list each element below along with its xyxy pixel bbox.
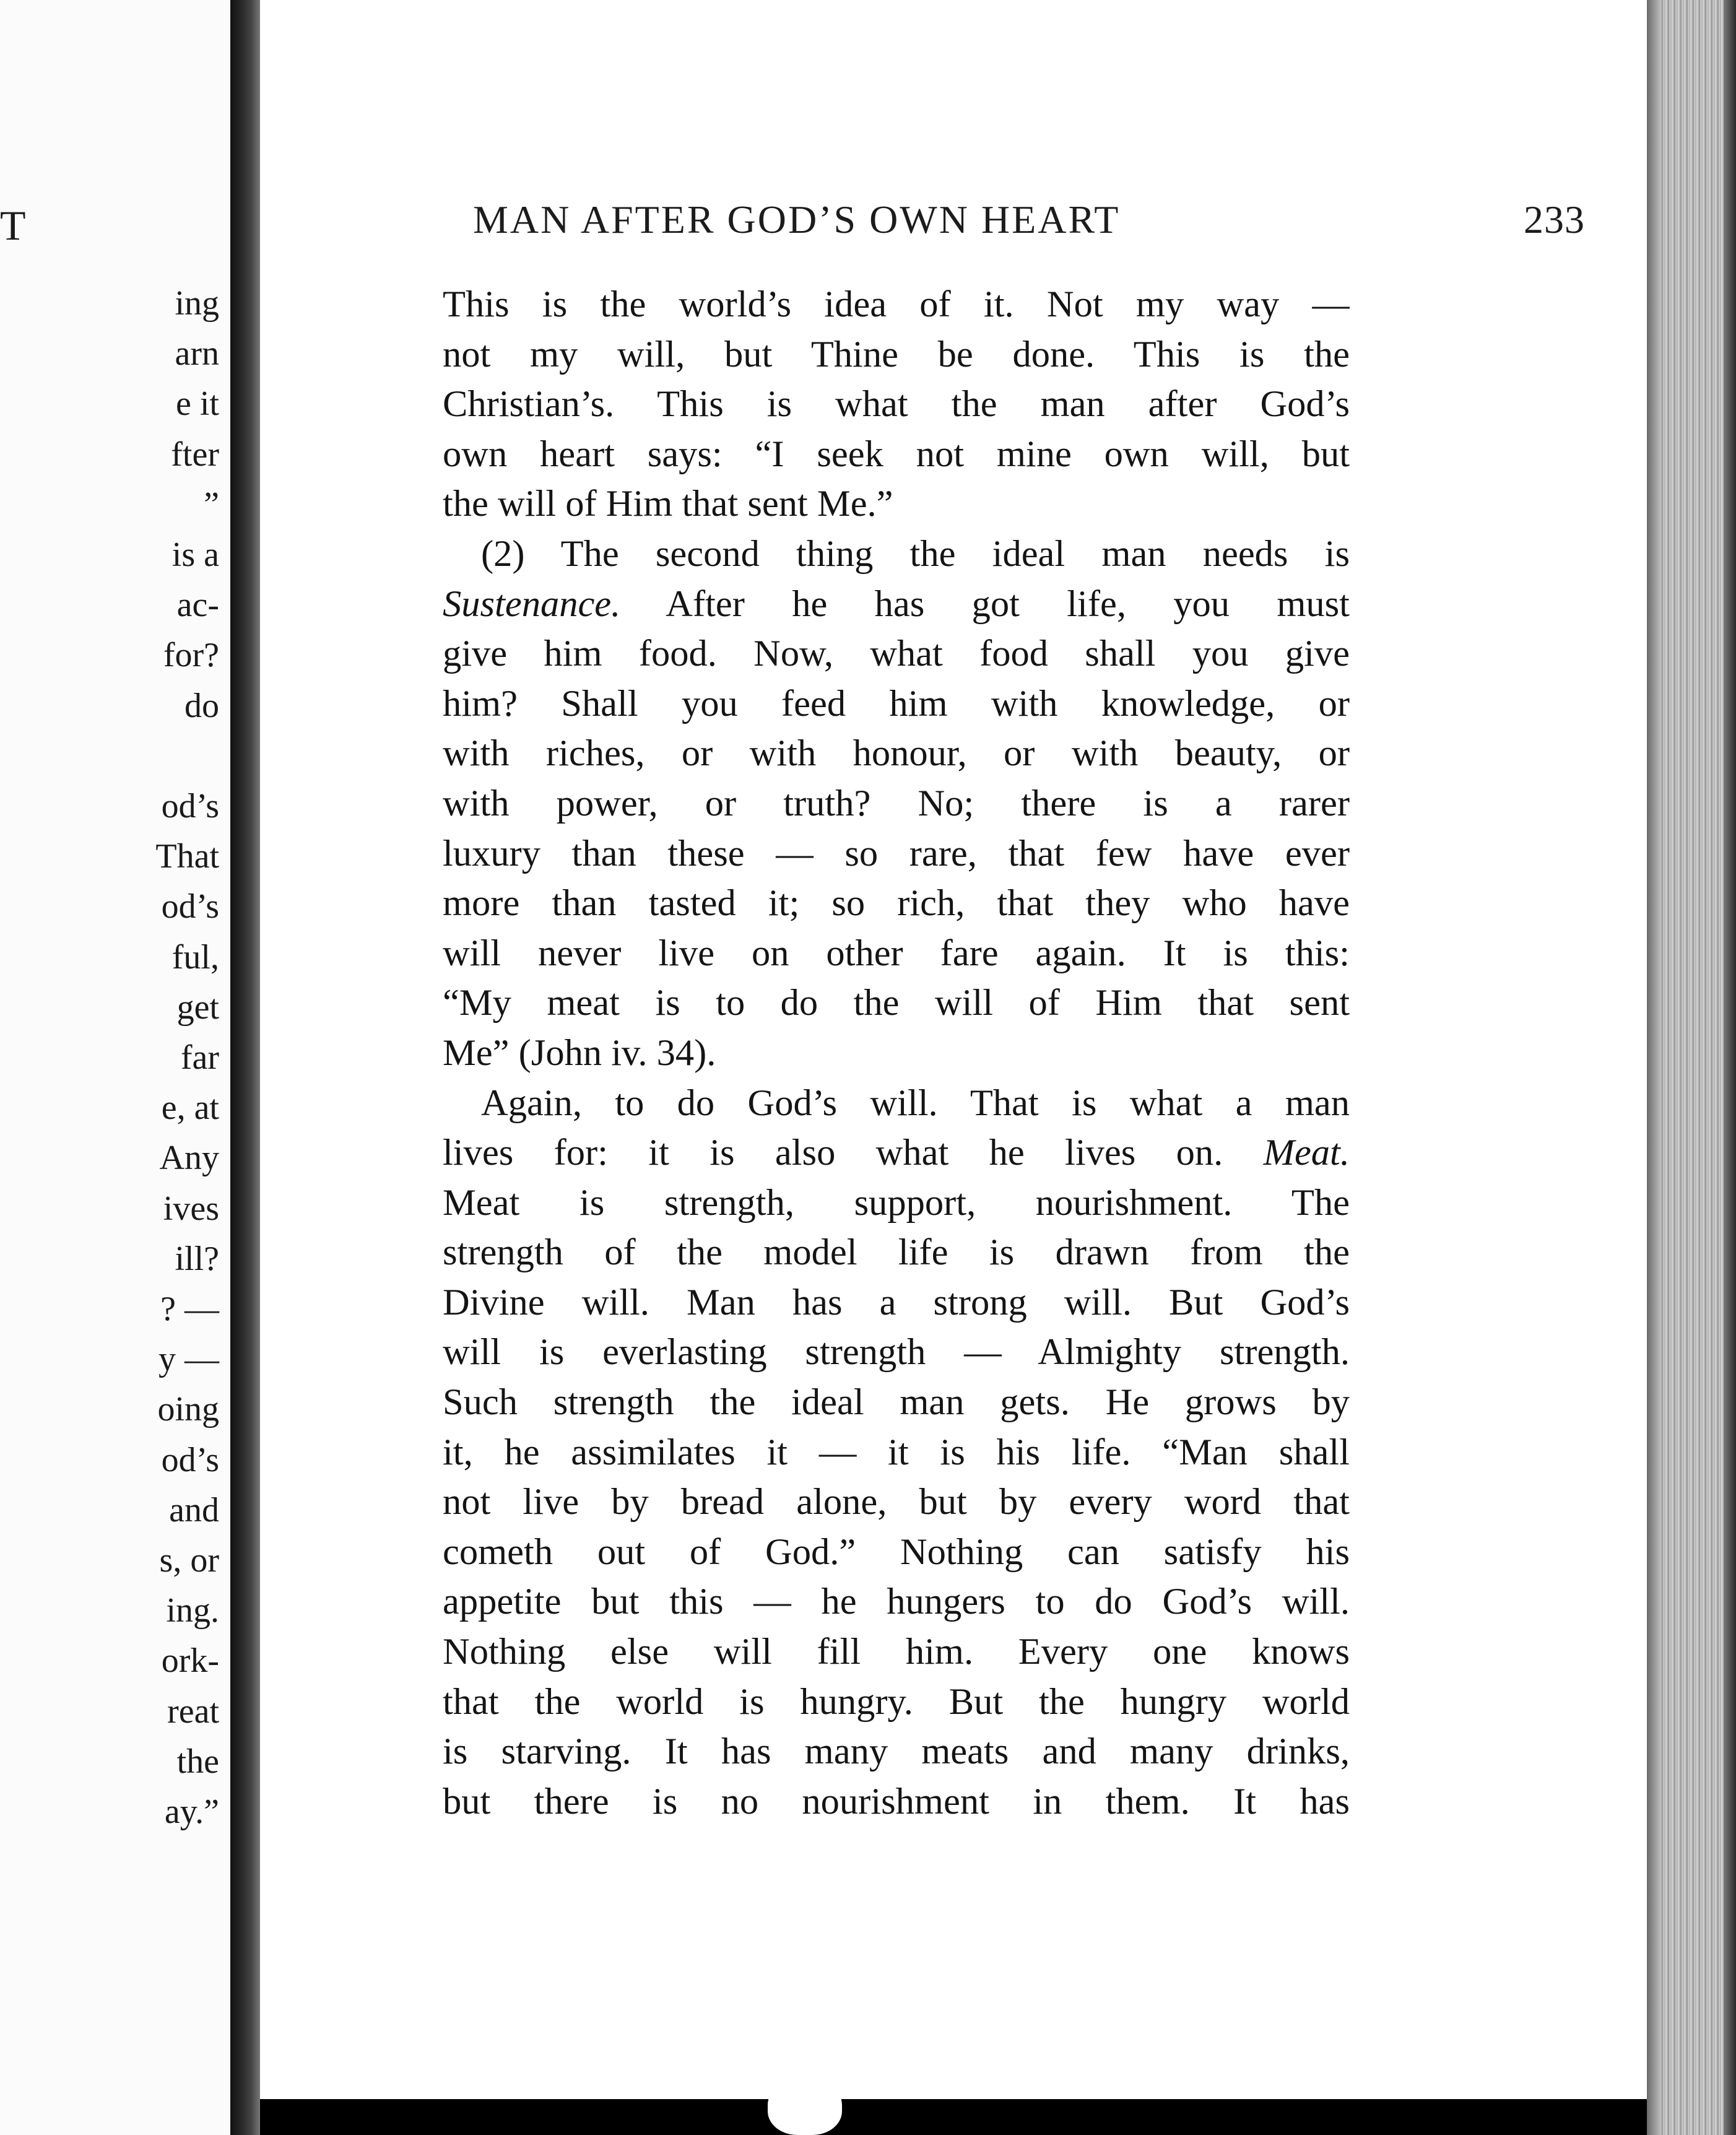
body-line: more than tasted it; so rich, that they who have [443, 882, 1350, 924]
running-head-title: MAN AFTER GOD’S OWN HEART [473, 198, 1121, 241]
previous-page-line: ill? [175, 1239, 219, 1278]
body-line: that the world is hungry. But the hungry world [443, 1681, 1350, 1723]
body-line: (2) The second thing the ideal man needs is [481, 533, 1350, 575]
previous-page-line: oing [157, 1390, 219, 1429]
previous-page-line: ork- [161, 1641, 219, 1681]
previous-page-line: ful, [171, 937, 219, 976]
previous-page-line: ay.” [164, 1793, 219, 1831]
previous-page-line: s, or [159, 1541, 219, 1580]
previous-page-line: ing [175, 284, 219, 323]
page-number: 233 [1524, 198, 1585, 241]
previous-page-line: ” [204, 485, 219, 524]
body-line: not my will, but Thine be done. This is the [443, 333, 1350, 375]
previous-page-edge [0, 0, 230, 2135]
body-text [443, 280, 1350, 1827]
previous-page-line: reat [167, 1692, 219, 1731]
book-gutter [230, 0, 260, 2135]
body-line: cometh out of God.” Nothing can satisfy his [443, 1531, 1350, 1573]
previous-page-line: e it [176, 385, 219, 424]
body-line-italic: Sustenance. [443, 583, 621, 625]
body-line: appetite but this — he hungers to do God’s will. [443, 1581, 1350, 1623]
body-line: “My meat is to do the will of Him that sent [443, 982, 1350, 1024]
previous-page-line: far [180, 1038, 219, 1077]
previous-page-header-fragment: T [0, 202, 27, 249]
body-line: luxury than these — so rare, that few have ever [443, 832, 1350, 874]
previous-page-line: for? [163, 636, 219, 675]
body-line: Again, to do God’s will. That is what a man [481, 1082, 1350, 1124]
book-fore-edge [1647, 0, 1736, 2135]
body-line: This is the world’s idea of it. Not my way — [443, 284, 1350, 325]
previous-page-line: ives [163, 1189, 219, 1228]
previous-page-line: od’s [161, 787, 219, 825]
body-line: Nothing else will fill him. Every one knows [443, 1631, 1350, 1673]
body-line: is starving. It has many meats and many drinks, [443, 1731, 1350, 1773]
body-line: will is everlasting strength — Almighty strength. [443, 1331, 1350, 1373]
previous-page-line: and [169, 1490, 219, 1529]
body-line: with power, or truth? No; there is a rarer [443, 782, 1350, 824]
body-line-text: lives for: it is also what he lives on. [443, 1132, 1264, 1174]
body-line: own heart says: “I seek not mine own will, but [443, 433, 1350, 475]
previous-page-line: arn [175, 334, 219, 373]
previous-page-line: That [155, 837, 219, 876]
body-line: not live by bread alone, but by every word that [443, 1481, 1350, 1523]
body-line: it, he assimilates it — it is his life. “Man shall [443, 1431, 1350, 1473]
body-line: strength of the model life is drawn from the [443, 1232, 1350, 1274]
body-line: Divine will. Man has a strong will. But God’s [443, 1281, 1350, 1323]
scan-artifact [768, 2076, 842, 2135]
body-line: will never live on other fare again. It is this: [443, 932, 1350, 974]
previous-page-line: the [176, 1742, 219, 1781]
previous-page-line: do [184, 686, 219, 725]
previous-page-line: Any [159, 1139, 219, 1178]
body-line [443, 580, 1350, 630]
body-line: the will of Him that sent Me.” [443, 483, 893, 525]
previous-page-line: e, at [161, 1089, 219, 1128]
body-line: but there is no nourishment in them. It has [443, 1780, 1350, 1822]
body-line: give him food. Now, what food shall you give [443, 633, 1350, 675]
body-line: Such strength the ideal man gets. He grows by [443, 1381, 1350, 1424]
previous-page-line: fter [171, 435, 219, 474]
body-line: with riches, or with honour, or with beauty, or [443, 733, 1350, 775]
body-line: Christian’s. This is what the man after God’s [443, 383, 1350, 425]
previous-page-line: od’s [161, 887, 219, 926]
previous-page-line: ac- [176, 586, 219, 625]
scan-bottom-border [260, 2099, 1647, 2135]
previous-page-line: y — [158, 1340, 219, 1379]
body-line: Me” (John iv. 34). [443, 1032, 716, 1074]
body-line [443, 1128, 1350, 1178]
body-line: him? Shall you feed him with knowledge, or [443, 682, 1350, 724]
body-line-text: After he has got life, you must [620, 583, 1350, 625]
body-line-italic: Meat. [1263, 1132, 1350, 1174]
previous-page-line: is a [171, 536, 219, 574]
book-page [260, 0, 1647, 2099]
previous-page-line: ing. [166, 1591, 219, 1630]
previous-page-line: od’s [161, 1440, 219, 1479]
body-line: Meat is strength, support, nourishment. The [443, 1181, 1350, 1224]
previous-page-line: ? — [160, 1290, 219, 1328]
previous-page-line: get [176, 988, 219, 1027]
